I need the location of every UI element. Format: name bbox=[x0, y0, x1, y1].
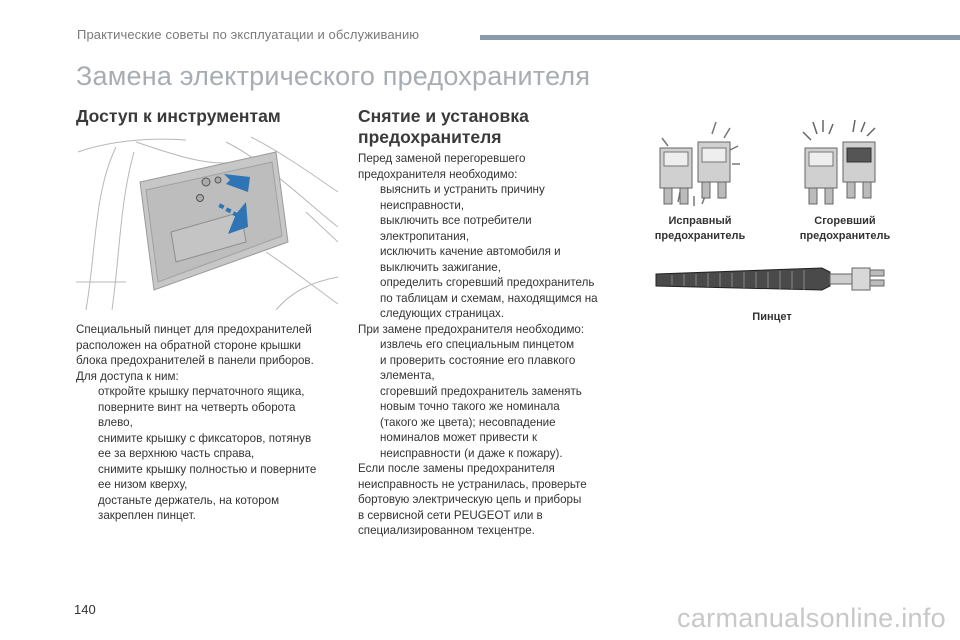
blown-fuse-illustration bbox=[795, 118, 895, 208]
list-item: снимите крышку полностью и поверните ее низом кверху, bbox=[98, 462, 317, 491]
caption-blown-fuse: Сгоревший предохранитель bbox=[799, 215, 891, 242]
list-item: снимите крышку с фиксаторов, потянув ее за верхнюю часть справа, bbox=[98, 431, 312, 460]
caption-tweezers: Пинцет bbox=[752, 311, 792, 323]
page-number: 140 bbox=[74, 602, 96, 617]
glovebox-illustration bbox=[76, 132, 338, 310]
list-item: выключить все потребители электропитания, bbox=[380, 214, 532, 243]
list-item: поверните винт на четверть оборота влево, bbox=[98, 400, 296, 429]
list-item: определить сгоревший предохранитель по таблицам и схемам, находящимся на следующих страницах. bbox=[380, 276, 598, 320]
list-item: откройте крышку перчаточного ящика, bbox=[98, 385, 305, 398]
list-item: достаньте держатель, на котором закреплен пинцет. bbox=[98, 493, 280, 522]
header-bar bbox=[480, 35, 960, 40]
caption-good-fuse: Исправный предохранитель bbox=[654, 215, 746, 242]
list-item: извлечь его специальным пинцетом и проверить состояние его плавкого элемента, bbox=[380, 338, 576, 382]
section-header: Практические советы по эксплуатации и обслуживанию bbox=[77, 27, 420, 42]
page-title: Замена электрического предохранителя bbox=[76, 61, 591, 91]
middle-body: Перед заменой перегоревшего предохранителя необходимо: выяснить и устранить причину неисправности, выключить все потребители электропитания, исключить качение автомобиля и выключить зажигание, определить сгоревший предохранитель по таблицам и схемам, находящимся на следующих страницах. При замене предохранителя необходимо: извлечь его специальным пинцетом и проверить состояние его плавкого элемента, сгоревший предохранитель заменять новым точно такого же номинала (такого же цвета); несовпадение номиналов может привести к неисправности (и даже к пожару). Если после замены предохранителя неисправность не устранилась, проверьте бортовую электрическую цепь и приборы в сервисной сети PEUGEOT или в специализированном техцентре. bbox=[358, 151, 638, 539]
watermark: carmanualsonline.info bbox=[677, 603, 946, 633]
list-item: исключить качение автомобиля и выключить зажигание, bbox=[380, 245, 561, 274]
tweezers-illustration bbox=[652, 250, 902, 310]
heading-fuse-removal: Снятие и установка предохранителя bbox=[358, 106, 529, 147]
list-item: сгоревший предохранитель заменять новым точно такого же номинала (такого же цвета); несовпадение номиналов может привести к неисправности (и даже к пожару). bbox=[380, 384, 582, 460]
heading-tools-access: Доступ к инструментам bbox=[76, 106, 281, 126]
good-fuse-illustration bbox=[650, 118, 750, 208]
left-body: Специальный пинцет для предохранителей расположен на обратной стороне крышки блока предохранителей в панели приборов. Для доступа к ним: откройте крышку перчаточного ящика, поверните винт на четверть оборота влево, снимите крышку с фиксаторов, потянув ее за верхнюю часть справа, снимите крышку полностью и поверните ее низом кверху, достаньте держатель, на котором закреплен пинцет. bbox=[76, 322, 346, 524]
list-item: выяснить и устранить причину неисправности, bbox=[380, 183, 545, 212]
